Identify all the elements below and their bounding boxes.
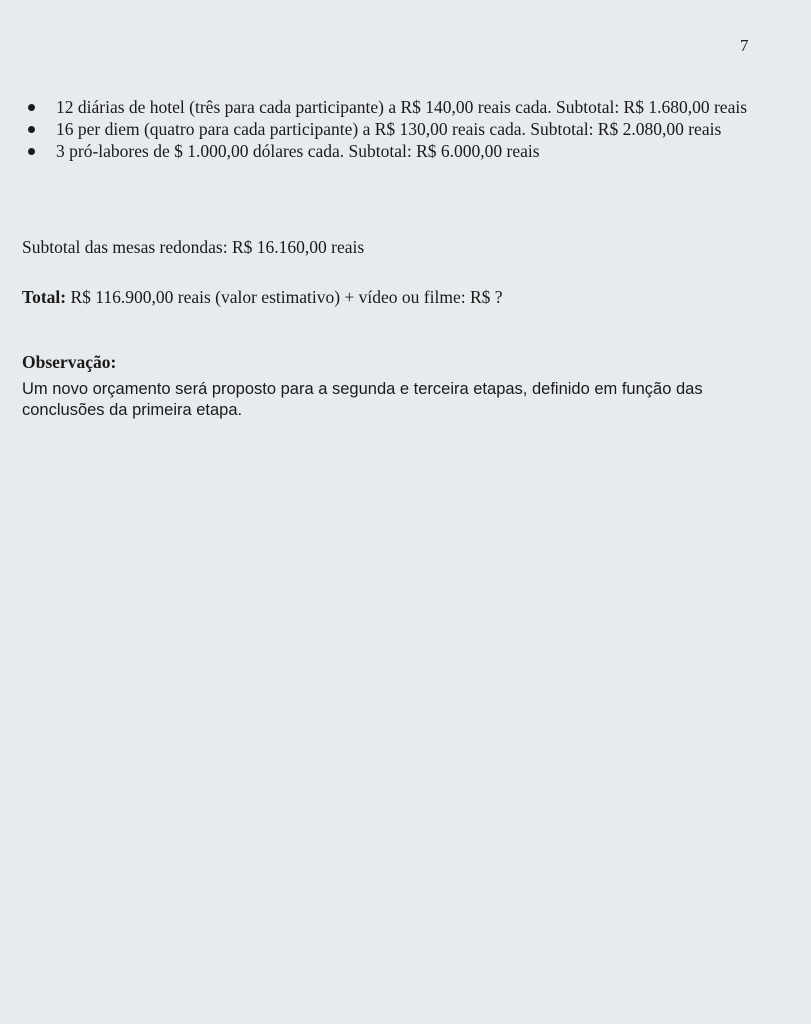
observation-heading: Observação: (22, 352, 117, 372)
list-item (22, 96, 757, 118)
total-line (22, 287, 503, 308)
cost-bullet-list (22, 96, 757, 162)
list-item (22, 140, 757, 162)
total-value: R$ 116.900,00 reais (valor estimativo) + vídeo ou filme: R$ ? (66, 287, 503, 307)
bullet-icon (28, 126, 35, 133)
total-label: Total: (22, 287, 67, 307)
subtotal-line: Subtotal das mesas redondas: R$ 16.160,00 reais (22, 237, 365, 257)
observation-text: Um novo orçamento será proposto para a segunda e terceira etapas, definido em função das conclusões da primeira etapa. (22, 380, 703, 419)
bullet-icon (28, 104, 35, 111)
list-item (22, 118, 757, 140)
page-number: 7 (740, 36, 749, 55)
list-item-text: 16 per diem (quatro para cada participante) a R$ 130,00 reais cada. Subtotal: R$ 2.080,00 reais (56, 119, 722, 139)
list-item-text: 12 diárias de hotel (três para cada participante) a R$ 140,00 reais cada. Subtotal: R$ 1.680,00 reais (56, 97, 748, 117)
bullet-icon (28, 148, 35, 155)
list-item-text: 3 pró-labores de $ 1.000,00 dólares cada. Subtotal: R$ 6.000,00 reais (56, 141, 540, 161)
